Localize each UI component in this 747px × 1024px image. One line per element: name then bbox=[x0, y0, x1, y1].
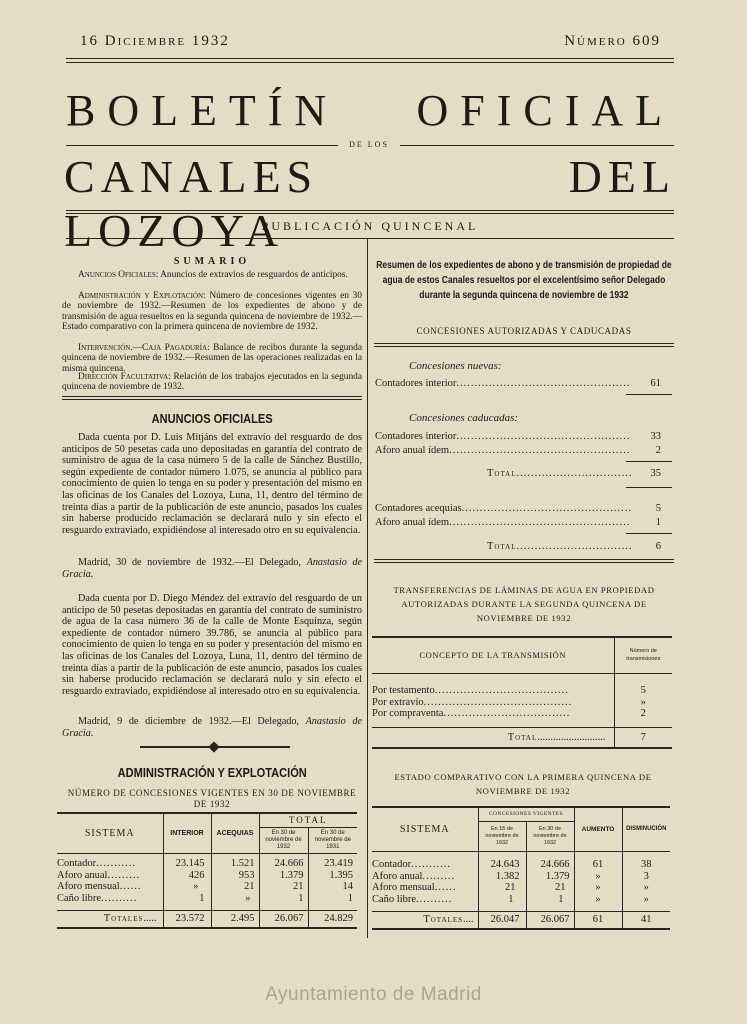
issue-date: 16 Diciembre 1932 bbox=[80, 33, 230, 49]
notice-2: Dada cuenta por D. Diego Méndez del extravío del resguardo de un anticipo de 50 pesetas depositadas en garantía del contrato de suministro de agua de la casa número 36 de la calle de Monte Esquinza, según expediente de contador número 39.786, se anuncia al público para conocimiento de quien lo tenga en su poder y presentación del mismo en las oficinas de los Canales del Lozoya, Luna, 11, dentro del término de treinta días a partir de la publicación de este anuncio, pasados los cuales sin haberse producido reclamación se declarará nulo y sin efecto el resguardo extraviado, expidiéndose al interesado otro en su equivalencia. bbox=[62, 593, 362, 697]
comparativo-table bbox=[372, 806, 670, 930]
nuevas-rule bbox=[626, 394, 672, 395]
col-total-1931: En 30 de noviembre de 1931 bbox=[308, 827, 357, 853]
admin-heading-text: ADMINISTRACIÓN Y EXPLOTACIÓN bbox=[117, 765, 307, 780]
concesiones-table bbox=[57, 812, 357, 929]
transferencias-heading: TRANSFERENCIAS DE LÁMINAS DE AGUA EN PROPIEDAD AUTORIZADAS DURANTE LA SEGUNDA QUINCENA DE NOVIEMBRE DE 1932 bbox=[393, 585, 655, 623]
caducadas-row: Aforo anual ídem ..... 2 bbox=[375, 445, 661, 456]
masthead-rule-bottom bbox=[66, 210, 674, 211]
sumario-item: Dirección Facultativa: Relación de los trabajos ejecutados en la segunda quincena de noviembre de 1932. bbox=[62, 372, 363, 393]
sumario-rule-2 bbox=[62, 399, 362, 400]
masthead-title-line2: CANALES DEL LOZOYA bbox=[64, 151, 676, 256]
col-vigentes-15nov: En 15 de noviembre de 1932 bbox=[478, 821, 526, 851]
col-interior: INTERIOR bbox=[163, 813, 211, 853]
col-vigentes: CONCESIONES VIGENTES bbox=[478, 807, 574, 821]
resumen-end-rule bbox=[374, 559, 674, 560]
resumen-heading bbox=[374, 258, 674, 303]
sumario-heading: SUMARIO bbox=[173, 256, 251, 267]
nuevas-row: Contadores interior ..... 61 bbox=[375, 378, 661, 389]
col-disminucion: DISMINUCIÓN bbox=[622, 807, 670, 851]
notice-1: Dada cuenta por D. Luis Mitjáns del extravío del resguardo de dos anticipos de 50 pesetas cada uno depositadas en garantía del contrato de suministro de agua de la casa número 5 de la calle de Sánchez Bustillo, según expediente de contador número 1.075, se anuncia al público para conocimiento de quien lo tenga en su poder y presentación del mismo en las oficinas de los Canales del Lozoya, Luna, 11, dentro del término de treinta días a partir de la publicación de este anuncio, pasados los cuales sin haberse producido reclamación se declarará nulo y sin efecto el resguardo extraviado, expidiéndose al interesado otro en su equivalencia. bbox=[62, 432, 362, 536]
masthead-rule-bottom-2 bbox=[66, 213, 674, 214]
column-divider bbox=[367, 238, 368, 938]
col-sistema: SISTEMA bbox=[372, 807, 478, 851]
anuncios-heading bbox=[62, 410, 362, 428]
masthead-de-los: DE LOS bbox=[349, 140, 389, 149]
col-concepto: CONCEPTO DE LA TRANSMISIÓN bbox=[372, 637, 614, 673]
col-aumento: AUMENTO bbox=[574, 807, 622, 851]
acequias-row: Aforo anual ídem ..... 1 bbox=[375, 517, 661, 528]
sumario-item: Anuncios Oficiales: Anuncios de extravíos de resguardos de anticipos. bbox=[78, 270, 348, 280]
acequias-row: Contadores acequias ..... 5 bbox=[375, 503, 661, 514]
col-numero: Número de transmisiones bbox=[614, 637, 672, 673]
admin-heading bbox=[62, 764, 362, 782]
table-totals-row: Totales..... 23.572 2.495 26.067 24.829 bbox=[57, 910, 357, 928]
table-row: Aforo mensual...... » 21 21 14 bbox=[57, 881, 353, 893]
acequias-rule bbox=[626, 533, 672, 534]
table-row: Aforo anual......... 426 953 1.379 1.395 bbox=[57, 869, 353, 881]
masthead-subtitle: PUBLICACIÓN QUINCENAL bbox=[261, 219, 479, 233]
nuevas-title: Concesiones nuevas: bbox=[409, 360, 502, 372]
masthead-rule-sub bbox=[66, 238, 674, 239]
resumen-rule-2 bbox=[374, 346, 674, 347]
ornament-divider bbox=[140, 745, 290, 749]
header-rule-top-2 bbox=[66, 62, 674, 63]
header-rule-top bbox=[66, 58, 674, 59]
transferencias-table bbox=[372, 636, 672, 749]
caducadas-total-rule bbox=[626, 487, 672, 488]
table-row: Por compraventa................................... 2 bbox=[372, 708, 646, 720]
sumario-item: Administración y Explotación: Número de concesiones vigentes en 30 de noviembre de 1932.—Resumen de los expedientes de abono y de transmisión de agua resueltos en la segunda quincena de noviembre de 1932.—Estado comparativo con la primera quincena de noviembre de 1932. bbox=[62, 291, 362, 333]
resumen-end-rule-2 bbox=[374, 562, 674, 563]
comparativo-heading: ESTADO COMPARATIVO CON LA PRIMERA QUINCENA DE NOVIEMBRE DE 1932 bbox=[394, 772, 652, 796]
col-total: TOTAL bbox=[259, 813, 357, 827]
masthead-rule-left bbox=[66, 145, 338, 146]
admin-subheading: NÚMERO DE CONCESIONES VIGENTES EN 30 DE NOVIEMBRE DE 1932 bbox=[67, 788, 357, 809]
col-vigentes-30nov: En 30 de noviembre de 1932 bbox=[526, 821, 574, 851]
table-row: Contador........... 23.145 1.521 24.666 23.419 bbox=[57, 858, 353, 870]
resumen-heading-text: Resumen de los expedientes de abono y de transmisión de propiedad de agua de estos Canales resueltos por el excelentísimo señor Delegado durante la segunda quincena de noviembre de 1932 bbox=[376, 260, 672, 301]
resumen-sub: CONCESIONES AUTORIZADAS Y CADUCADAS bbox=[416, 326, 632, 336]
anuncios-heading-text: ANUNCIOS OFICIALES bbox=[151, 411, 273, 426]
table-row: Caño libre.......... 1 1 » » bbox=[372, 893, 649, 905]
caducadas-title: Concesiones caducadas: bbox=[409, 412, 519, 424]
caducadas-row: Contadores interior ..... 33 bbox=[375, 431, 661, 442]
masthead-rule-right bbox=[400, 145, 674, 146]
table-row: Por testamento..................................... 5 bbox=[372, 685, 646, 697]
notice-1-signature: Madrid, 30 de noviembre de 1932.—El Delegado, Anastasio de Gracia. bbox=[62, 557, 363, 580]
sumario-item: Intervención.—Caja Pagaduría: Balance de recibos durante la segunda quincena de noviembre de 1932.—Resumen de las operaciones realizadas en la misma quincena. bbox=[62, 343, 362, 374]
caducadas-rule bbox=[626, 461, 672, 462]
col-sistema: SISTEMA bbox=[57, 813, 163, 853]
col-total-1932: En 30 de noviembre de 1932 bbox=[259, 827, 308, 853]
table-row: Por extravío......................................... » bbox=[372, 696, 646, 708]
issue-number: Número 609 bbox=[564, 33, 661, 49]
table-row: Aforo mensual...... 21 21 » » bbox=[372, 882, 649, 894]
table-row: Caño libre.......... 1 » 1 1 bbox=[57, 892, 353, 904]
col-acequias: ACEQUIAS bbox=[211, 813, 259, 853]
acequias-total: Total ..... 6 bbox=[487, 541, 661, 552]
notice-2-signature: Madrid, 9 de diciembre de 1932.—El Delegado, Anastasio de Gracia. bbox=[62, 716, 362, 739]
sumario-rule bbox=[62, 396, 362, 397]
caducadas-total: Total ..... 35 bbox=[487, 468, 661, 479]
table-row: Aforo anual......... 1.382 1.379 » 3 bbox=[372, 870, 649, 882]
masthead-title-line1: BOLETÍN OFICIAL bbox=[66, 86, 674, 135]
watermark: Ayuntamiento de Madrid bbox=[265, 984, 482, 1005]
table-totals-row: Totales.... 26.047 26.067 61 41 bbox=[372, 911, 670, 929]
table-row: Contador........... 24.643 24.666 61 38 bbox=[372, 859, 652, 871]
table-totals-row: Total.......................... 7 bbox=[372, 728, 672, 748]
resumen-rule bbox=[374, 343, 674, 344]
